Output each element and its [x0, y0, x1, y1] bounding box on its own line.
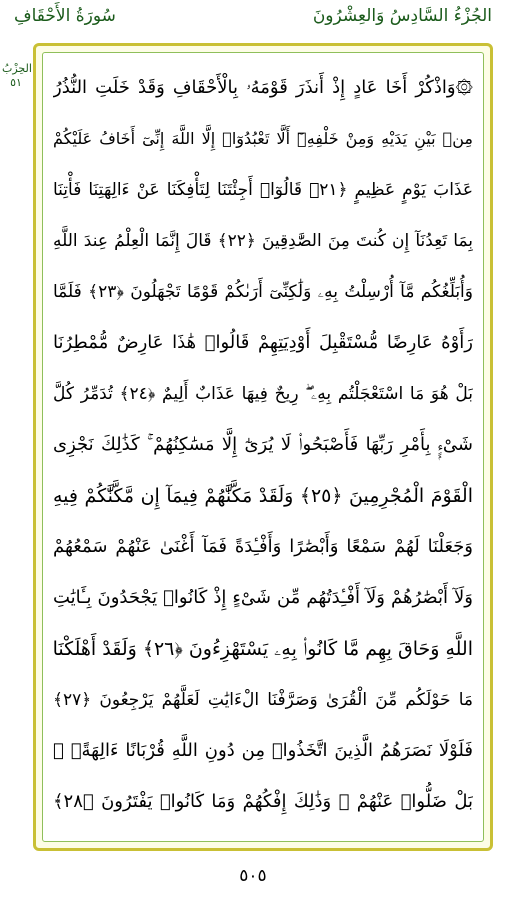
verse-line: مَا حَوْلَكُم مِّنَ الْقُرَىٰ وَصَرَّفْنَا الْءَايَٰتِ لَعَلَّهُمْ يَرْجِعُونَ ﴿٢٧﴾ [53, 690, 473, 710]
verse-line: اللَّهِ وَحَاقَ بِهِم مَّا كَانُوا۟ بِهِۦ يَسْتَهْزِءُونَ ﴿٢٦﴾ وَلَقَدْ أَهْلَكْنَا [53, 638, 473, 660]
verse-line: مِنۢ بَيْنِ يَدَيْهِ وَمِنْ خَلْفِهِۦٓ أَلَّا تَعْبُدُوٓا۟ إِلَّا اللَّهَ إِنِّىٓ أَخَافُ عَلَيْكُمْ [53, 129, 473, 148]
hizb-label: الحِزْبُ [2, 62, 32, 75]
text-frame [33, 43, 493, 851]
verse-line: شَىْءٍۭ بِأَمْرِ رَبِّهَا فَأَصْبَحُوا۟ لَا يُرَىٰٓ إِلَّا مَسَٰكِنُهُمْ ۚ كَذَٰلِكَ نَجْزِى [53, 434, 473, 455]
juz-name: الجُزْءُ السَّادِسُ وَالعِشْرُونَ [312, 6, 492, 26]
verse-line: وَأُبَلِّغُكُم مَّآ أُرْسِلْتُ بِهِۦ وَلَٰكِنِّىٓ أَرَىٰكُمْ قَوْمًا تَجْهَلُونَ ﴿٢٣﴾ فَلَمَّا [53, 282, 473, 302]
hizb-marker [2, 62, 30, 90]
page-number: ٥٠٥ [239, 866, 267, 886]
verse-lines [43, 53, 483, 841]
verse-line: عَذَابَ يَوْمٍ عَظِيمٍ ﴿٢١﴾ قَالُوٓا۟ أَجِئْتَنَا لِتَأْفِكَنَا عَنْ ءَالِهَتِنَا فَأْتِنَا [53, 180, 473, 200]
verse-line: رَأَوْهُ عَارِضًا مُّسْتَقْبِلَ أَوْدِيَتِهِمْ قَالُوا۟ هَٰذَا عَارِضٌ مُّمْطِرُنَا [53, 332, 473, 353]
verse-line: فَلَوْلَا نَصَرَهُمُ الَّذِينَ اتَّخَذُوا۟ مِن دُونِ اللَّهِ قُرْبَانًا ءَالِهَةًۢ ۖ [53, 740, 473, 761]
page-header [0, 0, 506, 40]
text-frame-inner [42, 52, 484, 842]
verse-line: بَلْ ضَلُّوا۟ عَنْهُمْ ۚ وَذَٰلِكَ إِفْكُهُمْ وَمَا كَانُوا۟ يَفْتَرُونَ ﴿٢٨﴾ [53, 791, 473, 812]
surah-name: سُورَةُ الأَحْقَافِ [14, 6, 116, 26]
verse-line: وَجَعَلْنَا لَهُمْ سَمْعًا وَأَبْصَٰرًا وَأَفْـِٔدَةً فَمَآ أَغْنَىٰ عَنْهُمْ سَمْعُهُمْ [53, 536, 473, 557]
verse-line: الْقَوْمَ الْمُجْرِمِينَ ﴿٢٥﴾ وَلَقَدْ مَكَّنَّٰهُمْ فِيمَآ إِن مَّكَّنَّٰكُمْ فِيهِ [53, 485, 473, 507]
verse-line: ۞وَاذْكُرْ أَخَا عَادٍ إِذْ أَنذَرَ قَوْمَهُۥ بِالْأَحْقَافِ وَقَدْ خَلَتِ النُّذُرُ [53, 77, 473, 98]
verse-line: بِمَا تَعِدُنَآ إِن كُنتَ مِنَ الصَّٰدِقِينَ ﴿٢٢﴾ قَالَ إِنَّمَا الْعِلْمُ عِندَ اللَّهِ [53, 231, 473, 251]
verse-line: بَلْ هُوَ مَا اسْتَعْجَلْتُم بِهِۦ ۖ رِيحٌ فِيهَا عَذَابٌ أَلِيمٌ ﴿٢٤﴾ تُدَمِّرُ كُلَّ [53, 384, 473, 404]
verse-line: وَلَآ أَبْصَٰرُهُمْ وَلَآ أَفْـِٔدَتُهُم مِّن شَىْءٍ إِذْ كَانُوا۟ يَجْحَدُونَ بِـَٔايَٰتِ [53, 587, 473, 608]
hizb-number: ٥١ [10, 76, 22, 89]
